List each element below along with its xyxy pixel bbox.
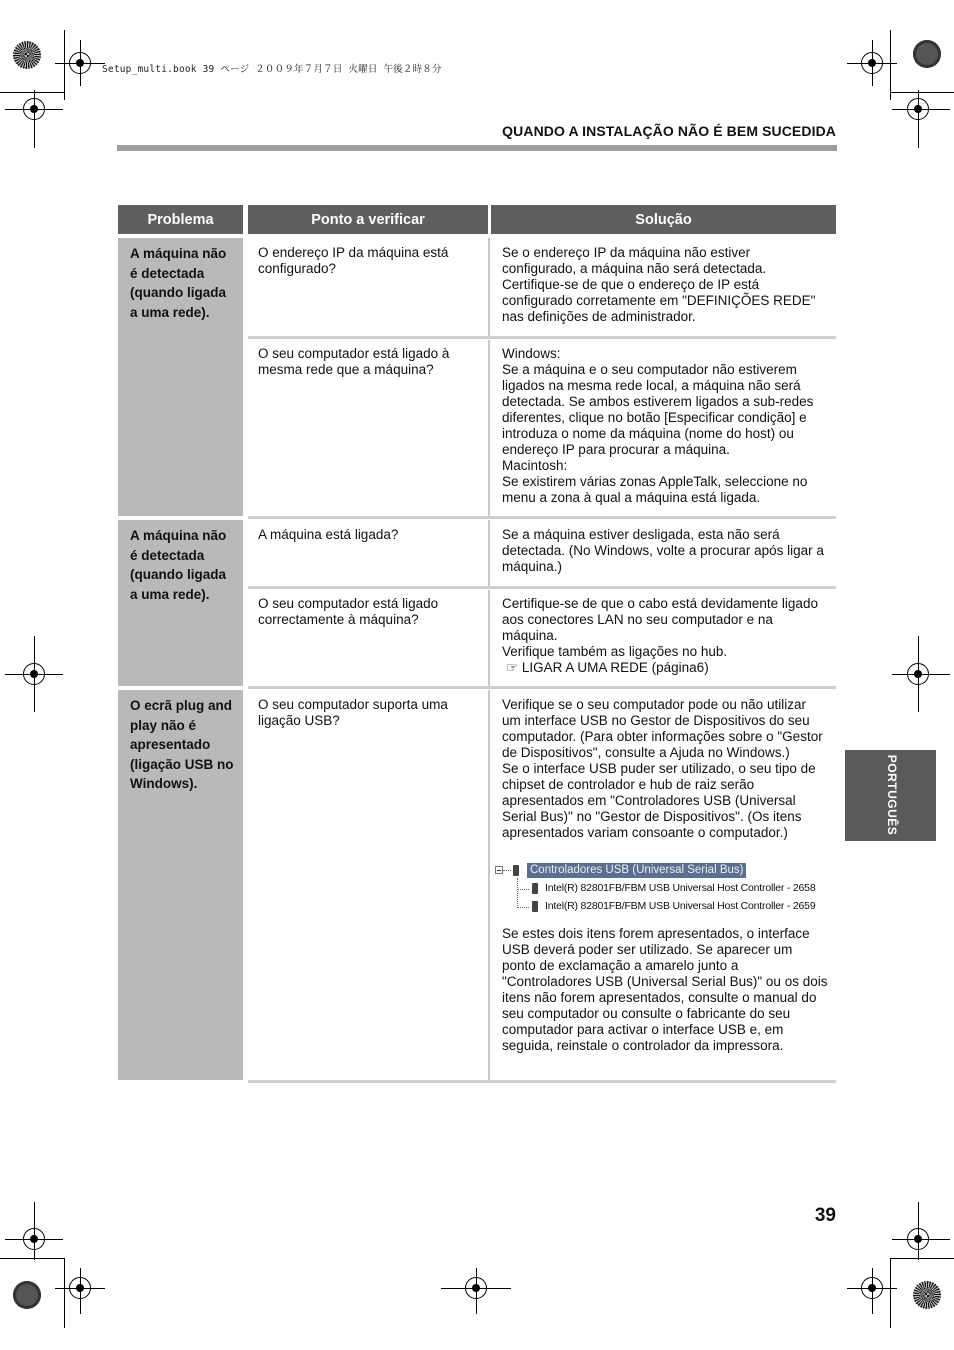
row-divider: [248, 1080, 836, 1083]
problem-cell: O ecrã plug and play não é apresentado (ligação USB no Windows).: [118, 690, 243, 1080]
print-header: Setup_multi.book 39 ページ ２００９年７月７日 火曜日 午後２時８分: [102, 64, 442, 75]
column-header-check: Ponto a verificar: [248, 205, 488, 234]
language-tab: [845, 750, 936, 841]
check-cell: O seu computador suporta uma ligação USB?: [258, 697, 448, 728]
page-number: 39: [814, 1205, 836, 1226]
reference-link[interactable]: ☞ LIGAR A UMA REDE (página6): [506, 660, 709, 675]
title-rule: [117, 145, 837, 151]
gray-target-icon: [913, 40, 941, 68]
column-divider: [488, 238, 490, 336]
problem-cell: A máquina não é detectada (quando ligada a uma rede).: [118, 520, 243, 686]
check-cell: O seu computador está ligado à mesma rede que a máquina?: [258, 346, 450, 377]
column-header-solution: Solução: [491, 205, 836, 234]
column-divider: [488, 690, 490, 1080]
usb-device-icon: [532, 883, 538, 894]
usb-device-icon: [532, 901, 538, 912]
column-divider: [488, 340, 490, 516]
column-divider: [488, 520, 490, 586]
language-tab-label: PORTUGUÊS: [885, 754, 899, 836]
section-title: QUANDO A INSTALAÇÃO NÃO É BEM SUCEDIDA: [502, 123, 836, 139]
solution-cell: Windows: Se a máquina e o seu computador não estiverem ligados na mesma rede local, a máquina não será detectada. Se ambos estiverem ligados a sub-redes diferentes, clique no botão [Especificar condição] e introduza o nome da máquina (nome do host) ou endereço IP para procurar a máquina. Macintosh: Se existirem várias zonas AppleTalk, seleccione no menu a zona à qual a máquina está ligada.: [502, 346, 814, 505]
usb-controller-icon: [513, 865, 519, 876]
usb-host-controller-item: Intel(R) 82801FB/FBM USB Universal Host Controller - 2658: [545, 882, 816, 894]
row-divider: [248, 686, 836, 689]
check-cell: A máquina está ligada?: [258, 527, 399, 542]
solution-cell: Verifique se o seu computador pode ou não utilizar um interface USB no Gestor de Dispositivos do seu computador. (Para obter informações sobre o "Gestor de Dispositivos", consulte a Ajuda no Windows.) Se o interface USB puder ser utilizado, o seu tipo de chipset de controlador e hub de raiz serão apresentados em "Controladores USB (Universal Serial Bus)" no "Gestor de Dispositivos". (Os itens apresentados variam consoante o computador.): [502, 697, 823, 840]
gray-target-icon: [13, 1281, 41, 1309]
row-divider: [248, 586, 836, 589]
solution-cell: Se o endereço IP da máquina não estiver configurado, a máquina não será detectada. Certifique-se de que o endereço de IP está configurado corretamente em "DEFINIÇÕES REDE" nas definições de administrador.: [502, 245, 816, 324]
column-header-problem: Problema: [118, 205, 243, 234]
color-target-icon: [913, 1281, 941, 1309]
solution-cell: Se estes dois itens forem apresentados, o interface USB deverá poder ser utilizado. Se aparecer um ponto de exclamação a amarelo junto a "Controladores USB (Universal Serial Bus)" ou os dois itens não forem apresentados, consulte o manual do seu computador ou consulte o fabricante do seu computador para activar o interface USB e, em seguida, reinstale o controlador da impressora.: [502, 926, 828, 1053]
usb-controllers-node: Controladores USB (Universal Serial Bus): [527, 863, 746, 878]
tree-expander-icon: [495, 866, 503, 874]
usb-device-tree: [493, 862, 838, 918]
column-divider: [488, 590, 490, 686]
problem-cell: A máquina não é detectada (quando ligada a uma rede).: [118, 238, 243, 516]
usb-host-controller-item: Intel(R) 82801FB/FBM USB Universal Host Controller - 2659: [545, 900, 816, 912]
row-divider: [248, 516, 836, 519]
check-cell: O endereço IP da máquina está configurado?: [258, 245, 449, 276]
solution-cell: Se a máquina estiver desligada, esta não será detectada. (No Windows, volte a procurar após ligar a máquina.): [502, 527, 824, 574]
color-target-icon: [13, 41, 41, 69]
row-divider: [248, 336, 836, 339]
check-cell: O seu computador está ligado correctamente à máquina?: [258, 596, 439, 627]
solution-cell: Certifique-se de que o cabo está devidamente ligado aos conectores LAN no seu computador e na máquina. Verifique também as ligações no hub.: [502, 596, 818, 659]
